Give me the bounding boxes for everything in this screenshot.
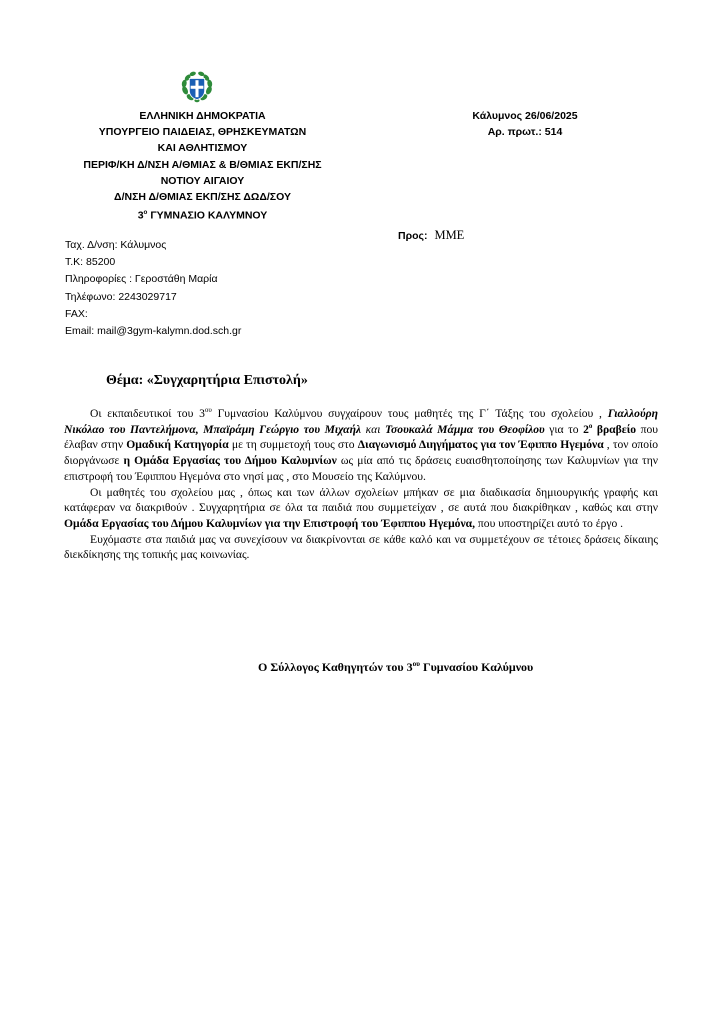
authority-line: Δ/ΝΣΗ Δ/ΘΜΙΑΣ ΕΚΠ/ΣΗΣ ΔΩΔ/ΣΟΥ [114, 191, 291, 204]
protocol-number: Αρ. πρωτ.: 514 [487, 126, 563, 139]
authority-line: ΕΛΛΗΝΙΚΗ ΔΗΜΟΚΡΑΤΙΑ [139, 110, 266, 122]
postal-code: Τ.Κ: 85200 [65, 256, 116, 269]
fax-number: FAX: [65, 307, 88, 320]
date-protocol-block [455, 108, 595, 140]
document-date: Κάλυμνος 26/06/2025 [472, 110, 578, 122]
recipient-value: ΜΜΕ [434, 228, 465, 242]
email-address: Email: mail@3gym-kalymn.dod.sch.gr [65, 325, 242, 338]
body-paragraph-2: Οι μαθητές του σχολείου μας , όπως και των άλλων σχολείων μπήκαν σε μια διαδικασία δημιουργικής γραφής και κατάφεραν να διακριθούν . Συγχαρητήρια σε όλα τα παιδιά που συμμετείχαν , σε αυτά που διακρίθηκαν , καθώς και στην Ομάδα Εργασίας του Δήμου Καλυμνίων για την Επιστροφή του Έφιππου Ηγεμόνα, που υποστηρίζει αυτό το έργο . [64, 485, 658, 530]
authority-line: ΠΕΡΙΦ/ΚΗ Δ/ΝΣΗ Α/ΘΜΙΑΣ & Β/ΘΜΙΑΣ ΕΚΠ/ΣΗΣ [83, 158, 322, 171]
postal-address: Ταχ. Δ/νση: Κάλυμνος [65, 239, 167, 251]
signature-line: Ο Σύλλογος Καθηγητών του $3^{o\upsilon}$ Γυμνασίου Καλύμνου [258, 660, 534, 674]
recipient [398, 228, 464, 243]
issuing-authority-block [60, 108, 345, 224]
body-paragraph-1: Οι εκπαιδευτικοί του $3^{o\upsilon}$ Γυμνασίου Καλύμνου συγχαίρουν τους μαθητές της Γ΄ Τάξης του σχολείου , Γιαλλούρη Νικόλαο του Παντελήμονα, Μπαϊράμη Γεώργιο του Μιχαήλ και Τσουκαλά Μάμμα του Θεοφίλου για το $2^o$ βραβείο που έλαβαν στην Ομαδική Κατηγορία με τη συμμετοχή τους στο Διαγωνισμό Διηγήματος για τον Έφιππο Ηγεμόνα , τον οποίο διοργάνωσε η Ομάδα Εργασίας του Δήμου Καλυμνίων ως μία από τις δράσεις ευαισθητοποίησης των Καλυμνίων για την επιστροφή του Έφιππου Ηγεμόνα στο νησί μας , στο Μουσείο της Καλύμνου. [64, 406, 659, 483]
authority-line: ΚΑΙ ΑΘΛΗΤΙΣΜΟΥ [157, 142, 248, 155]
authority-line: ΥΠΟΥΡΓΕΙΟ ΠΑΙΔΕΙΑΣ, ΘΡΗΣΚΕΥΜΑΤΩΝ [98, 126, 307, 139]
recipient-label: Προς: [398, 230, 428, 242]
greek-emblem-icon [180, 70, 214, 104]
phone-number: Τηλέφωνο: 2243029717 [65, 290, 177, 303]
school-name: $3^o$ ΓΥΜΝΑΣΙΟ ΚΑΛΥΜΝΟΥ [137, 209, 268, 222]
authority-line: ΝΟΤΙΟΥ ΑΙΓΑΙΟΥ [160, 174, 245, 187]
contact-details [65, 237, 241, 340]
contact-person: Πληροφορίες : Γεροστάθη Μαρία [65, 273, 218, 286]
letter-body [64, 406, 658, 563]
letter-subject: Θέμα: «Συγχαρητήρια Επιστολή» [106, 373, 308, 388]
body-paragraph-3: Ευχόμαστε στα παιδιά μας να συνεχίσουν να διακρίνονται σε κάθε καλό και να συμμετέχουν σε τέτοιες δράσεις δίκαιης διεκδίκησης της τοπικής μας κοινωνίας. [64, 532, 658, 562]
